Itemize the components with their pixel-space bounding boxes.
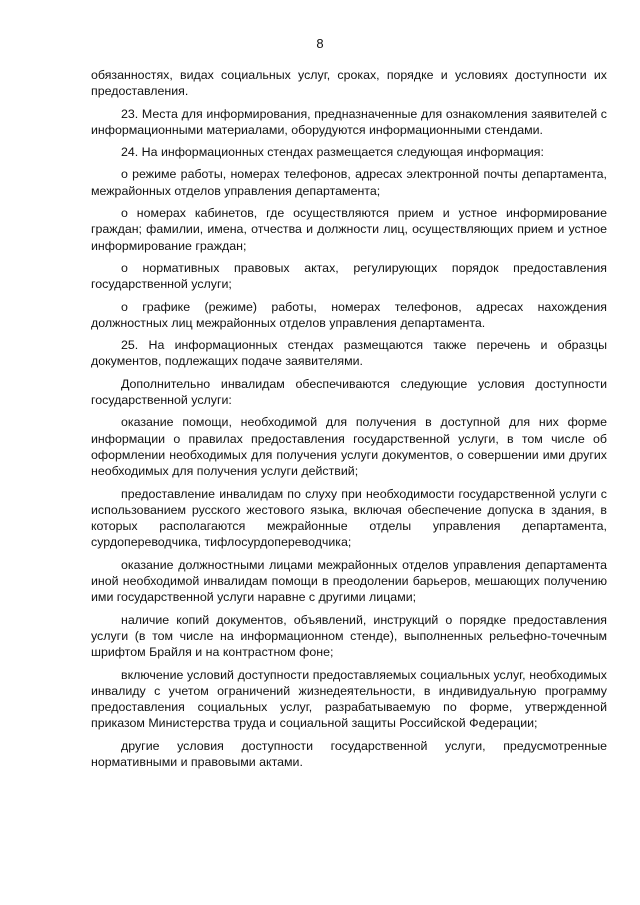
paragraph-item-25: 25. На информационных стендах размещаются также перечень и образцы документов, подлежащих подаче заявителями. [91,338,607,369]
paragraph-item-24: 24. На информационных стендах размещается следующая информация: [121,145,544,160]
paragraph-braille-documents: наличие копий документов, объявлений, инструкций о порядке предоставления услуги (в том числе на информационном стенде), выполненных рельефно-точечным шрифтом Брайля и на контрастном фоне; [91,612,607,660]
paragraph-schedule-addresses: о графике (режиме) работы, номерах телефонов, адресах нахождения должностных лиц межрайонных отделов управления департамента. [91,299,607,330]
paragraph-continuation: обязанностях, видах социальных услуг, сроках, порядке и условиях доступности их предоставления. [91,68,607,99]
paragraph-disability-conditions: Дополнительно инвалидам обеспечиваются следующие условия доступности государственной услуги: [91,376,607,408]
document-body [91,67,607,776]
paragraph-cabinet-numbers: о номерах кабинетов, где осуществляются прием и устное информирование граждан; фамилии, имена, отчества и должности лиц, осуществляющих прием и устное информирование граждан; [91,206,607,253]
paragraph-officials-assistance: оказание должностными лицами межрайонных отделов управления департамента иной необходимой инвалидам помощи в преодолении барьеров, мешающих получению ими государственной услуги наравне с другими лицами; [91,557,607,605]
paragraph-normative-acts: о нормативных правовых актах, регулирующих порядок предоставления государственной услуги; [91,260,607,292]
page-number: 8 [316,36,324,51]
paragraph-item-23: 23. Места для информирования, предназначенные для ознакомления заявителей с информационными материалами, оборудуются информационными стендами. [91,106,607,137]
paragraph-assistance-information: оказание помощи, необходимой для получения в доступной для них форме информации о правилах предоставления государственной услуги, в том числе об оформлении необходимых для получения услуги документов, о совершении ими других необходимых для получения услуги действий; [91,415,607,479]
paragraph-individual-program: включение условий доступности предоставляемых социальных услуг, необходимых инвалиду с учетом ограничений жизнедеятельности, в индивидуальную программу предоставления социальных услуг, разрабатываемую по форме, утвержденной приказом Министерства труда и социальной защиты Российской Федерации; [91,667,607,731]
paragraph-other-conditions: другие условия доступности государственной услуги, предусмотренные нормативными и правовыми актами. [91,738,607,769]
paragraph-sign-language: предоставление инвалидам по слуху при необходимости государственной услуги с использованием русского жестового языка, включая обеспечение допуска в здания, в которых располагаются межрайонные отделы управления департамента, сурдопереводчика, тифлосурдопереводчика; [91,486,607,550]
paragraph-work-schedule-contacts: о режиме работы, номерах телефонов, адресах электронной почты департамента, межрайонных отделов управления департамента; [91,167,607,198]
